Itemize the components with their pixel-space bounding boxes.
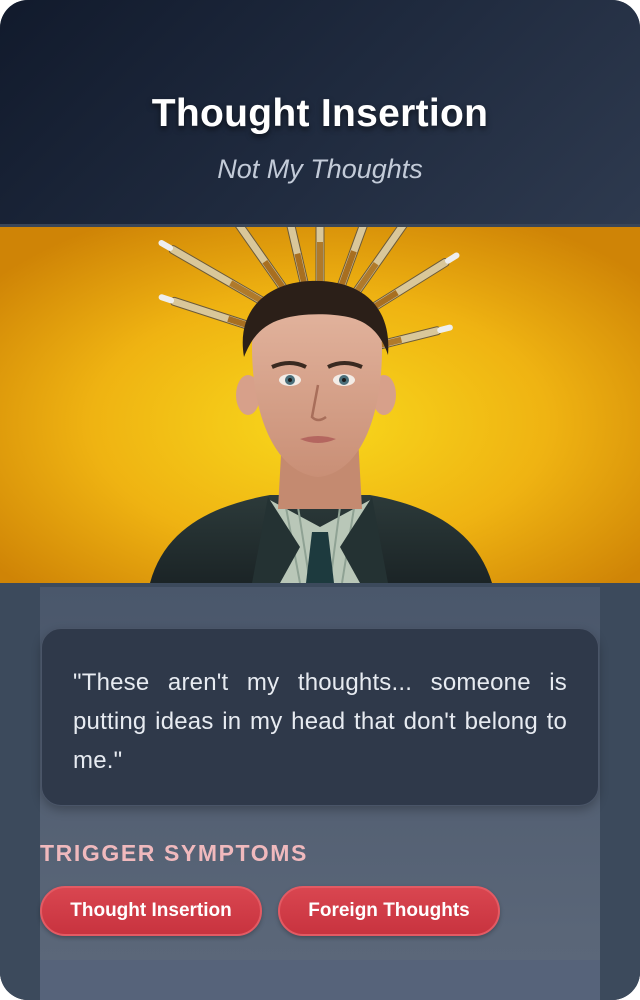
symptom-tags — [40, 886, 500, 936]
symptoms-heading: TRIGGER SYMPTOMS — [40, 840, 308, 866]
tag-foreign-thoughts[interactable]: Foreign Thoughts — [278, 886, 500, 936]
quote-box — [41, 628, 599, 806]
card-title: Thought Insertion — [151, 92, 489, 135]
portrait-image — [0, 227, 640, 583]
body-footer — [0, 960, 640, 1000]
card-header — [0, 0, 640, 227]
quote-text: "These aren't my thoughts... someone is putting ideas in my head that don't belong to me." — [73, 669, 567, 774]
tag-thought-insertion[interactable]: Thought Insertion — [40, 886, 262, 936]
card-subtitle: Not My Thoughts — [217, 154, 423, 184]
